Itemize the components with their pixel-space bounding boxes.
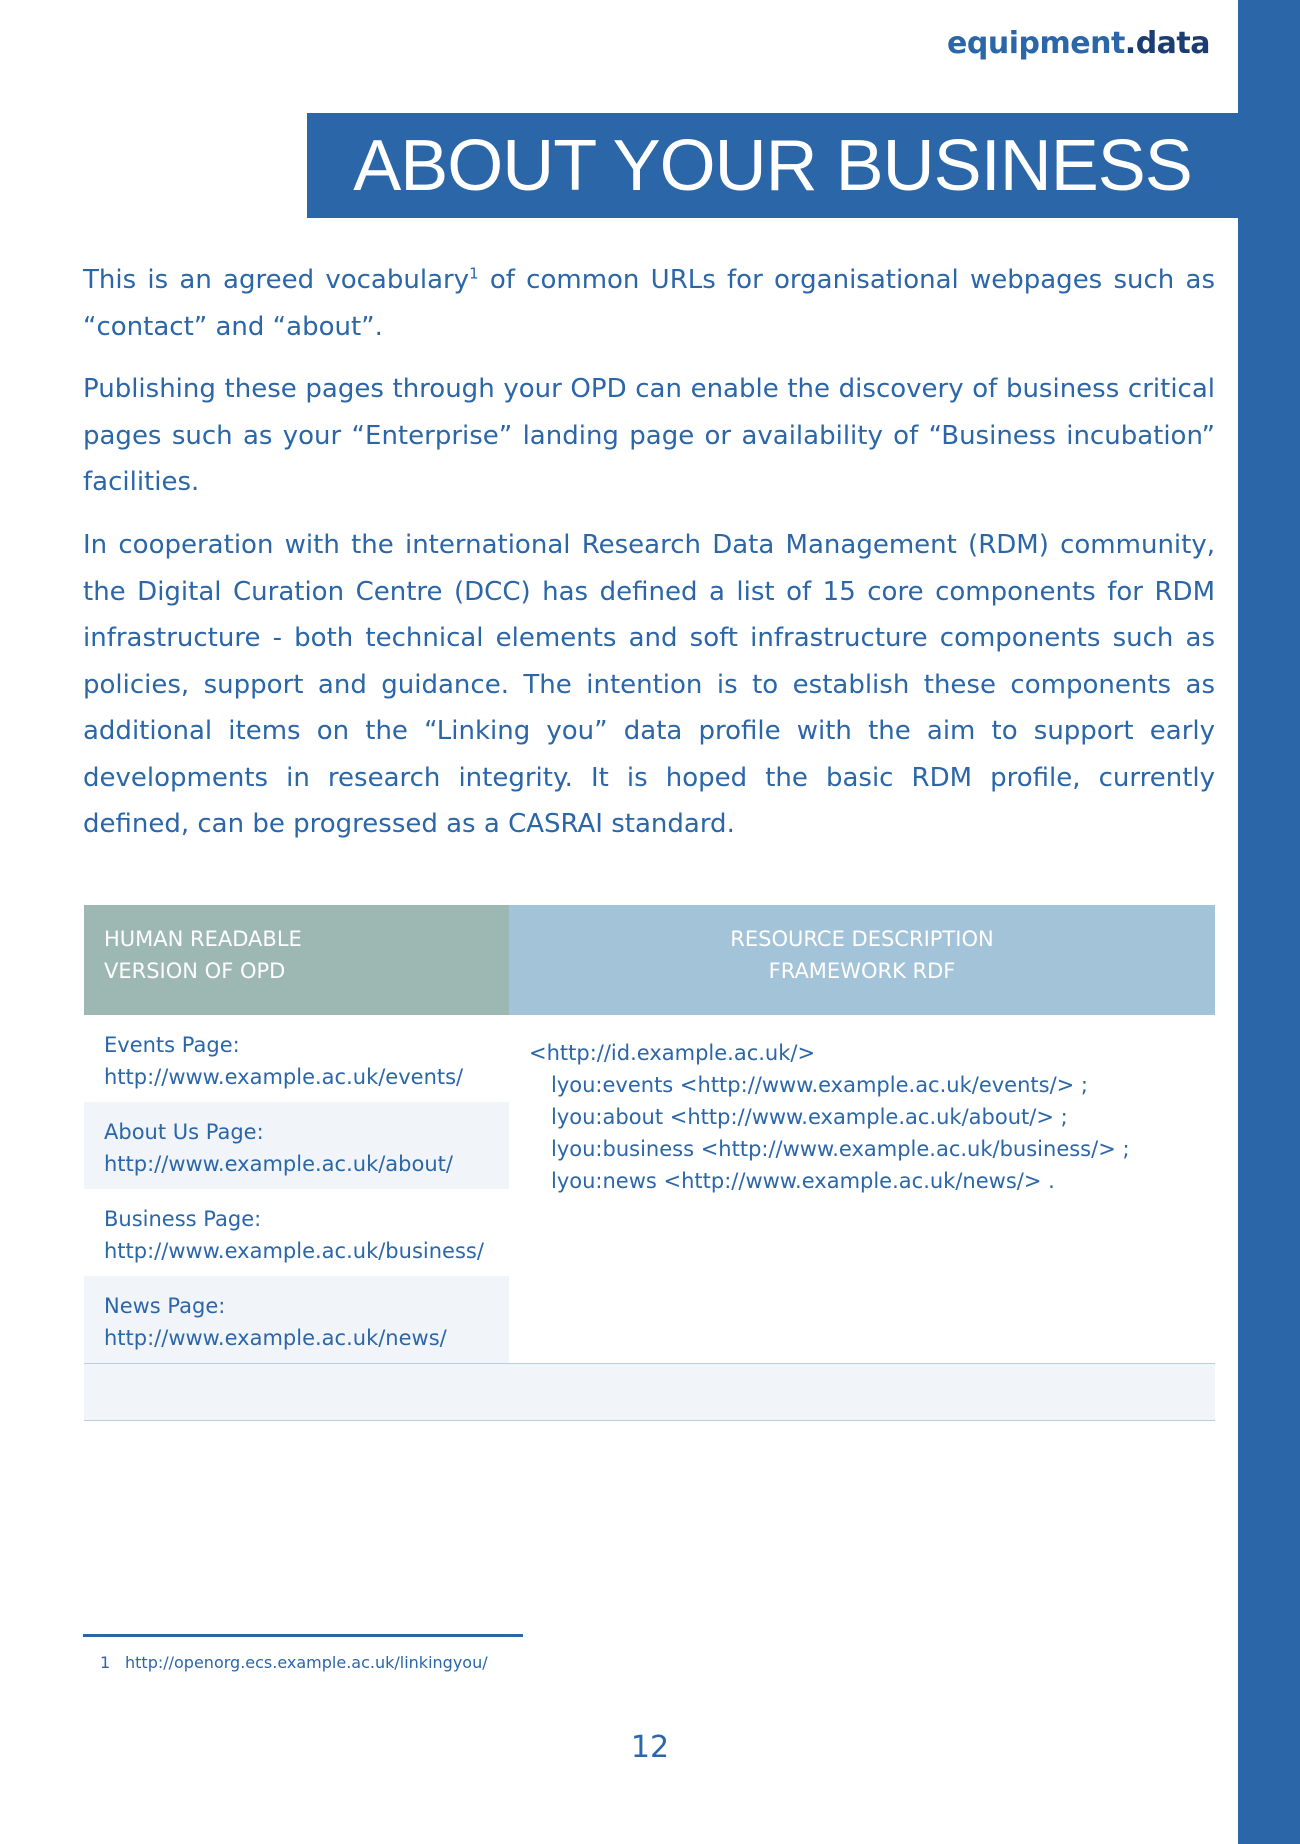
intro-text-cont: of common URLs for organisational webpages such as “contact” and “about”. <box>83 265 1215 342</box>
header-rdf <box>509 905 1215 1015</box>
human-readable-column <box>84 1015 509 1363</box>
intro-text: This is an agreed vocabulary <box>83 265 470 295</box>
table-row <box>84 1102 509 1189</box>
page-title: ABOUT YOUR BUSINESS <box>353 125 1192 206</box>
table-header <box>84 905 1215 1015</box>
table-row <box>84 1276 509 1363</box>
cooperation-paragraph <box>83 522 1215 848</box>
row-label: Business Page: <box>104 1207 262 1231</box>
table-row <box>84 1015 509 1102</box>
footnote <box>100 1653 488 1672</box>
row-url[interactable]: http://www.example.ac.uk/events/ <box>104 1065 464 1089</box>
rdf-line: lyou:news <http://www.example.ac.uk/news/> . <box>551 1169 1055 1193</box>
intro-paragraph <box>83 257 1215 350</box>
logo-main: equipment <box>947 26 1125 61</box>
rdf-line: lyou:business <http://www.example.ac.uk/business/> ; <box>551 1137 1130 1161</box>
logo-suffix: .data <box>1124 26 1210 61</box>
table-row <box>84 1189 509 1276</box>
row-url[interactable]: http://www.example.ac.uk/business/ <box>104 1239 484 1263</box>
table-empty-row <box>84 1363 1215 1421</box>
header-left-line: VERSION OF OPD <box>104 959 286 983</box>
footnote-marker[interactable]: 1 <box>469 264 479 283</box>
footnote-divider <box>83 1634 523 1637</box>
row-label: News Page: <box>104 1294 226 1318</box>
rdf-line: lyou:events <http://www.example.ac.uk/events/> ; <box>551 1073 1088 1097</box>
cooperation-text: In cooperation with the international Research Data Management (RDM) community, the Digital Curation Centre (DCC) has defined a list of 15 core components for RDM infrastructure - both technical elements and soft infrastructure components such as policies, support and guidance. The intention is to establish these components as additional items on the “Linking you” data profile with the aim to support early developments in research integrity. It is hoped the basic RDM profile, currently defined, can be progressed as a CASRAI standard. <box>83 530 1215 839</box>
publishing-paragraph <box>83 366 1215 506</box>
title-banner <box>307 113 1238 218</box>
rdf-column <box>509 1015 1215 1363</box>
row-url[interactable]: http://www.example.ac.uk/news/ <box>104 1326 447 1350</box>
header-right-line: FRAMEWORK RDF <box>768 959 956 983</box>
header-right-line: RESOURCE DESCRIPTION <box>730 927 994 951</box>
row-label: About Us Page: <box>104 1120 264 1144</box>
footnote-link[interactable]: http://openorg.ecs.example.ac.uk/linkingyou/ <box>125 1653 488 1672</box>
header-left-line: HUMAN READABLE <box>104 927 302 951</box>
row-label: Events Page: <box>104 1033 240 1057</box>
opd-table <box>84 905 1215 1421</box>
rdf-line: lyou:about <http://www.example.ac.uk/about/> ; <box>551 1105 1068 1129</box>
rdf-subject: <http://id.example.ac.uk/> <box>529 1041 816 1065</box>
row-url[interactable]: http://www.example.ac.uk/about/ <box>104 1152 453 1176</box>
header-human-readable <box>84 905 509 1015</box>
page-number: 12 <box>630 1730 670 1765</box>
brand-logo <box>947 26 1210 61</box>
side-accent-bar <box>1238 0 1300 1844</box>
table-body <box>84 1015 1215 1363</box>
publishing-text: Publishing these pages through your OPD can enable the discovery of business critical pages such as your “Enterprise” landing page or availability of “Business incubation” facilities. <box>83 374 1215 497</box>
footnote-number: 1 <box>100 1653 111 1672</box>
